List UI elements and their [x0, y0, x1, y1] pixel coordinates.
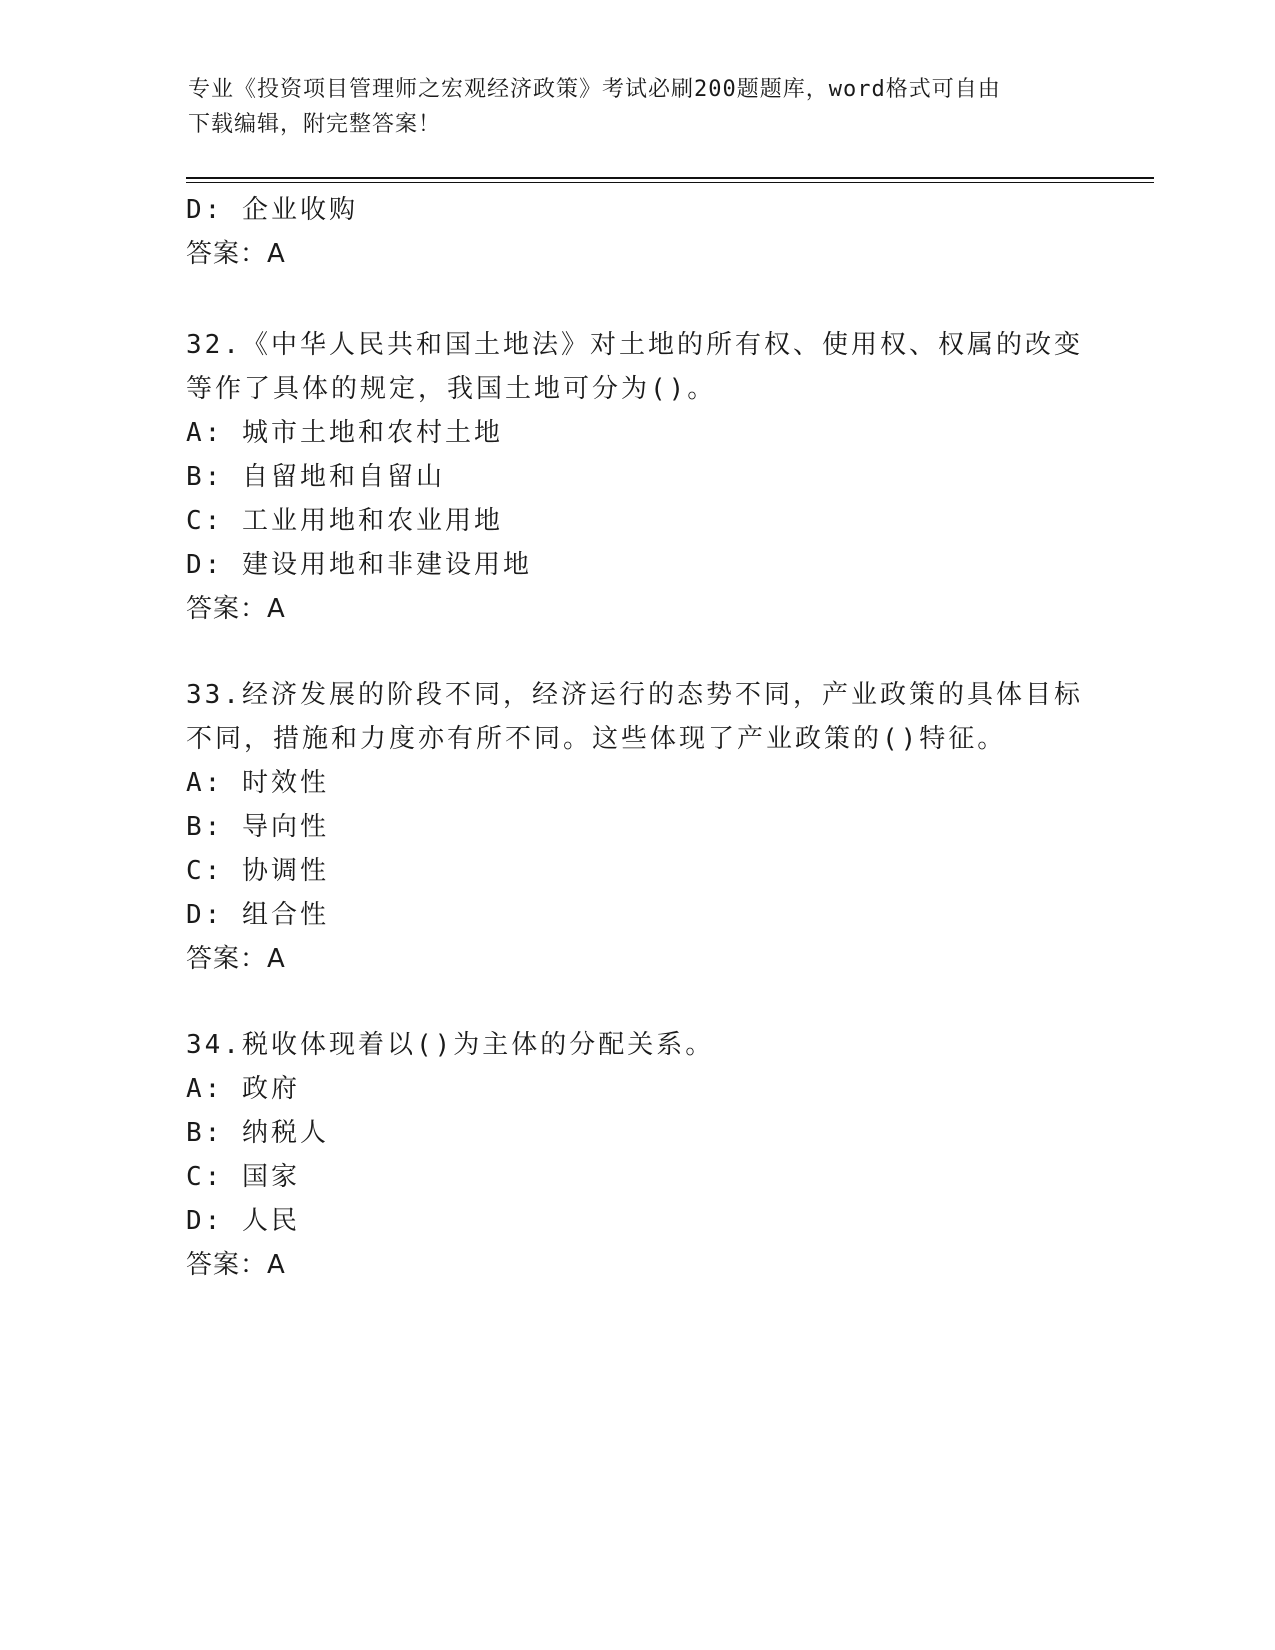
question-34-line-1: 34.税收体现着以()为主体的分配关系。 — [186, 1030, 715, 1060]
question-33-line-1: 33.经济发展的阶段不同，经济运行的态势不同，产业政策的具体目标 — [186, 680, 1083, 710]
option-a: A: 政府 — [186, 1074, 300, 1104]
option-d: D: 组合性 — [186, 900, 329, 930]
option-a: A: 城市土地和农村土地 — [186, 418, 503, 448]
answer: 答案：A — [186, 944, 286, 974]
option-d: D: 企业收购 — [186, 195, 358, 225]
header-line-1: 专业《投资项目管理师之宏观经济政策》考试必刷200题题库，word格式可自由 — [188, 77, 1001, 102]
answer: 答案：A — [186, 239, 286, 269]
option-b: B: 纳税人 — [186, 1118, 329, 1148]
option-d: D: 人民 — [186, 1206, 300, 1236]
header-rule-thick — [186, 177, 1154, 179]
option-c: C: 协调性 — [186, 856, 329, 886]
answer: 答案：A — [186, 594, 286, 624]
header-line-2: 下载编辑，附完整答案！ — [188, 112, 442, 137]
question-32-line-1: 32.《中华人民共和国土地法》对土地的所有权、使用权、权属的改变 — [186, 330, 1083, 360]
question-33-line-2: 不同，措施和力度亦有所不同。这些体现了产业政策的()特征。 — [186, 724, 1007, 754]
answer: 答案：A — [186, 1250, 286, 1280]
option-b: B: 自留地和自留山 — [186, 462, 445, 492]
header-rule-thin — [186, 182, 1154, 183]
option-a: A: 时效性 — [186, 768, 329, 798]
document-header — [188, 72, 1068, 142]
option-b: B: 导向性 — [186, 812, 329, 842]
option-c: C: 工业用地和农业用地 — [186, 506, 503, 536]
option-c: C: 国家 — [186, 1162, 300, 1192]
option-d: D: 建设用地和非建设用地 — [186, 550, 532, 580]
question-32-line-2: 等作了具体的规定，我国土地可分为()。 — [186, 374, 717, 404]
